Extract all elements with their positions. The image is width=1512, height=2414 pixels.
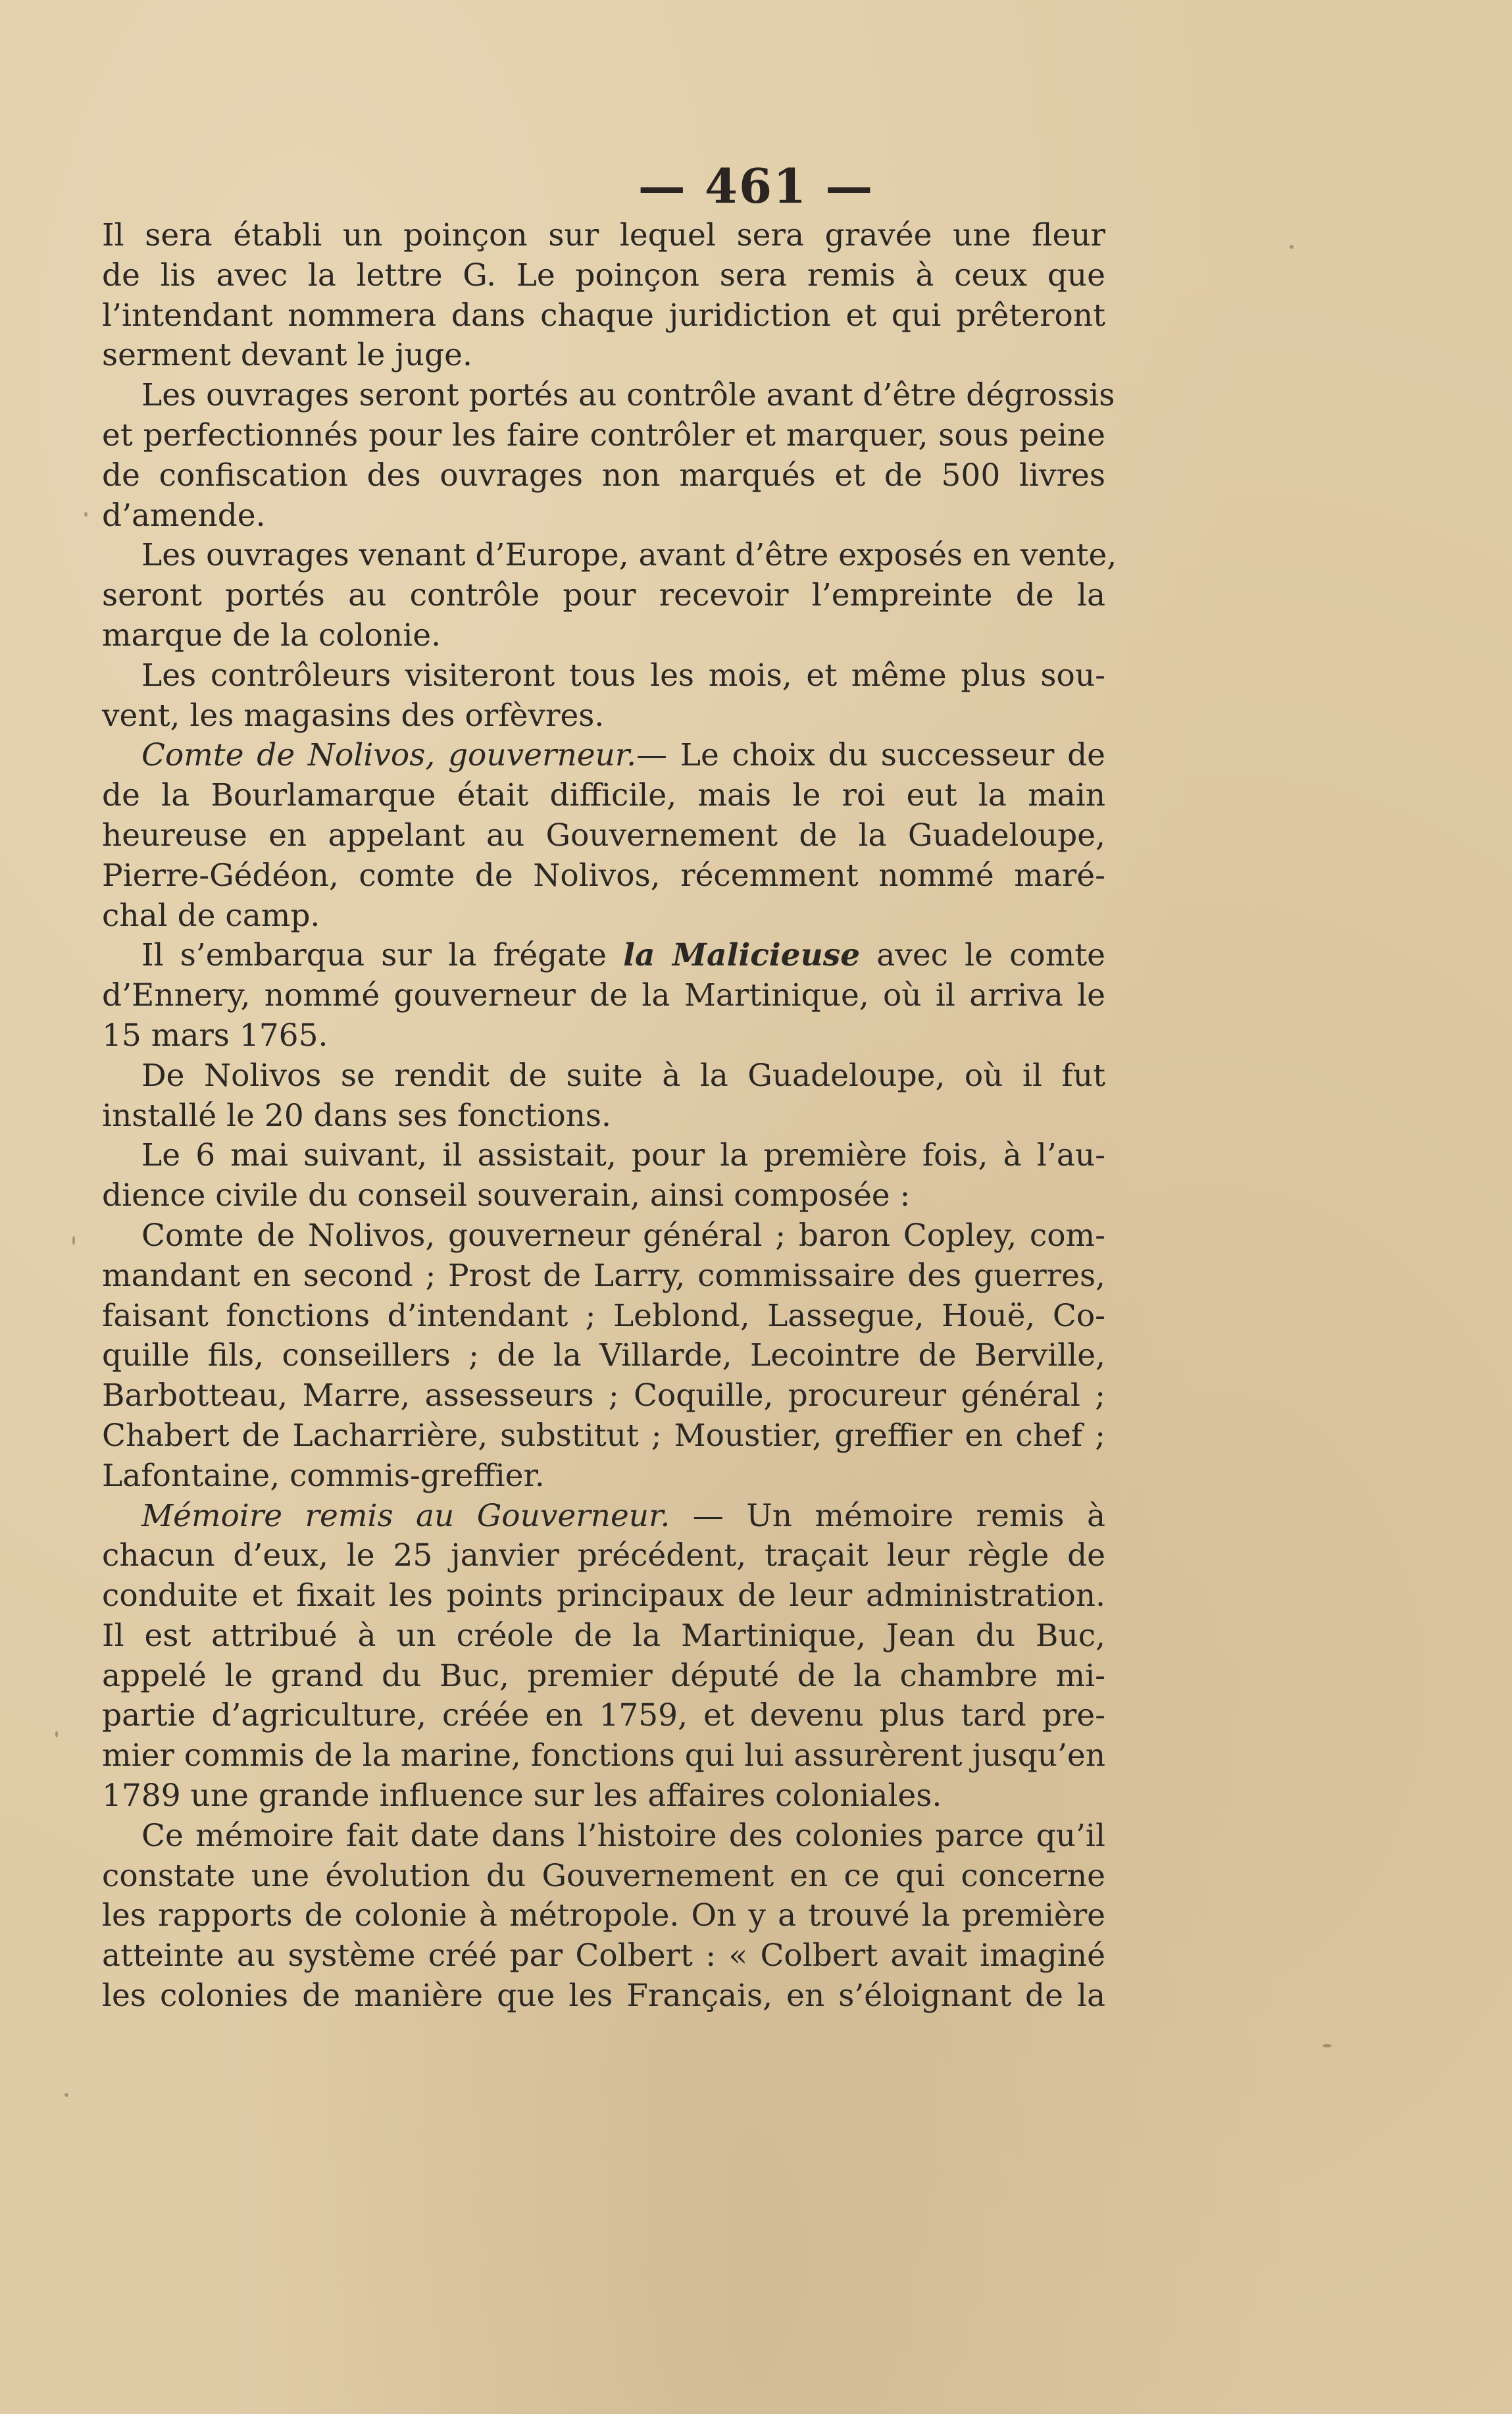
line-text: — Un mémoire remis à [692,1497,1105,1534]
text-line [102,536,1117,576]
line-text: Lafontaine, commis-greffier. [102,1457,545,1494]
line-text: d’Ennery, nommé gouverneur de la Martinique, où il arriva le [102,977,1105,1014]
text-line [102,1776,1105,1816]
text-line [102,1736,1105,1776]
line-text: Comte de Nolivos, gouverneur général ; baron Copley, com- [141,1217,1105,1254]
text-line [102,1456,1105,1497]
text-line [102,1256,1105,1297]
text-line [102,1497,1105,1537]
section-heading: Comte de Nolivos, gouverneur.— [141,737,668,774]
text-line [102,896,1105,937]
text-line [102,1536,1105,1576]
line-text: d’amende. [102,497,266,534]
line-text: Il est attribué à un créole de la Martinique, Jean du Buc, [102,1617,1105,1654]
line-text-pre: Il s’embarqua sur la frégate [141,937,624,974]
text-line [102,1016,1105,1056]
text-line [102,1336,1105,1376]
line-text: les colonies de manière que les Français, en s’éloignant de la [102,1978,1105,2015]
text-line [102,1936,1105,1976]
line-text: de la Bourlamarque était difficile, mais le roi eut la main [102,777,1105,814]
paper-speck [55,1731,58,1737]
line-text: quille fils, conseillers ; de la Villarde, Lecointre de Berville, [102,1337,1105,1374]
text-line [102,1416,1105,1456]
line-text: Pierre-Gédéon, comte de Nolivos, récemment nommé maré- [102,857,1105,894]
text-line [102,1816,1105,1857]
line-text: les rapports de colonie à métropole. On y a trouvé la première [102,1897,1105,1934]
text-line [102,736,1105,776]
line-text: Barbotteau, Marre, assesseurs ; Coquille, procureur général ; [102,1377,1105,1414]
text-line [102,256,1105,296]
line-text: l’intendant nommera dans chaque juridiction et qui prêteront [102,297,1105,334]
line-text: 1789 une grande influence sur les affaires coloniales. [102,1778,942,1814]
text-line [102,816,1105,856]
line-text: installé le 20 dans ses fonctions. [102,1097,611,1134]
line-text: Le 6 mai suivant, il assistait, pour la première fois, à l’au- [141,1137,1105,1174]
text-line [102,456,1105,496]
line-text: chal de camp. [102,897,320,934]
section-heading: Mémoire remis au Gouverneur. [141,1497,670,1534]
ship-name: la Malicieuse [623,937,861,974]
paper-speck [1323,2044,1332,2047]
text-line [102,496,1105,536]
text-line [102,1297,1105,1337]
line-text: chacun d’eux, le 25 janvier précédent, traçait leur règle de [102,1537,1105,1574]
line-text: Le choix du successeur de [680,737,1105,774]
text-line [102,1576,1105,1616]
paper-speck [64,2093,68,2097]
text-line [102,936,1105,976]
line-text: avec le comte [876,937,1106,974]
line-text: 15 mars 1765. [102,1017,328,1054]
line-text: Il sera établi un poinçon sur lequel sera gravée une fleur [102,217,1105,253]
line-text: de confiscation des ouvrages non marqués et de 500 livres [102,457,1105,494]
line-text: dience civile du conseil souverain, ainsi composée : [102,1177,911,1214]
line-text: mier commis de la marine, fonctions qui lui assurèrent jusqu’en [102,1737,1105,1774]
paper-speck [1290,245,1294,249]
text-line [102,976,1105,1016]
text-line [102,296,1105,336]
line-text: heureuse en appelant au Gouvernement de la Guadeloupe, [102,817,1105,854]
line-text: Ce mémoire fait date dans l’histoire des colonies parce qu’il [141,1817,1105,1854]
line-text: De Nolivos se rendit de suite à la Guadeloupe, où il fut [141,1057,1105,1094]
text-line [102,696,1105,736]
text-line [102,1976,1105,2016]
line-text: seront portés au contrôle pour recevoir l’empreinte de la [102,577,1105,614]
text-line [102,1176,1105,1216]
text-line [102,1056,1105,1096]
line-text: de lis avec la lettre G. Le poinçon sera remis à ceux que [102,257,1105,294]
text-line [102,1096,1105,1137]
text-line [102,1616,1105,1656]
text-line [102,216,1105,256]
line-text: Les contrôleurs visiteront tous les mois, et même plus sou- [141,657,1105,694]
text-line [102,1896,1105,1936]
text-line [102,1857,1105,1897]
body-text [102,216,1117,2016]
text-line [102,1696,1105,1736]
line-text: conduite et fixait les points principaux de leur administration. [102,1578,1105,1614]
line-text: Les ouvrages seront portés au contrôle avant d’être dégrossis [141,377,1115,414]
line-text: Les ouvrages venant d’Europe, avant d’être exposés en vente, [141,537,1117,574]
line-text: faisant fonctions d’intendant ; Leblond, Lassegue, Houë, Co- [102,1297,1105,1334]
line-text: serment devant le juge. [102,337,472,374]
text-line [102,1216,1105,1256]
page-number: — 461 — [638,158,874,214]
line-text: partie d’agriculture, créée en 1759, et devenu plus tard pre- [102,1697,1105,1734]
text-line [102,416,1105,456]
line-text: atteinte au système créé par Colbert : « Colbert avait imaginé [102,1938,1105,1974]
text-line [102,1376,1105,1416]
text-line [102,576,1105,616]
text-line [102,776,1105,816]
text-line [102,656,1105,696]
text-line [102,336,1105,376]
line-text: vent, les magasins des orfèvres. [102,697,605,734]
text-line [102,616,1105,656]
line-text: Chabert de Lacharrière, substitut ; Moustier, greffier en chef ; [102,1417,1105,1454]
line-text: marque de la colonie. [102,617,441,654]
text-line [102,1656,1105,1697]
line-text: appelé le grand du Buc, premier député de la chambre mi- [102,1657,1105,1694]
line-text: constate une évolution du Gouvernement en ce qui concerne [102,1857,1105,1894]
text-line [102,1136,1105,1176]
line-text: et perfectionnés pour les faire contrôler et marquer, sous peine [102,417,1105,453]
line-text: mandant en second ; Prost de Larry, commissaire des guerres, [102,1257,1105,1294]
paper-speck [84,512,88,517]
paper-speck [72,1236,75,1245]
text-line [102,856,1105,896]
text-line [102,376,1115,416]
